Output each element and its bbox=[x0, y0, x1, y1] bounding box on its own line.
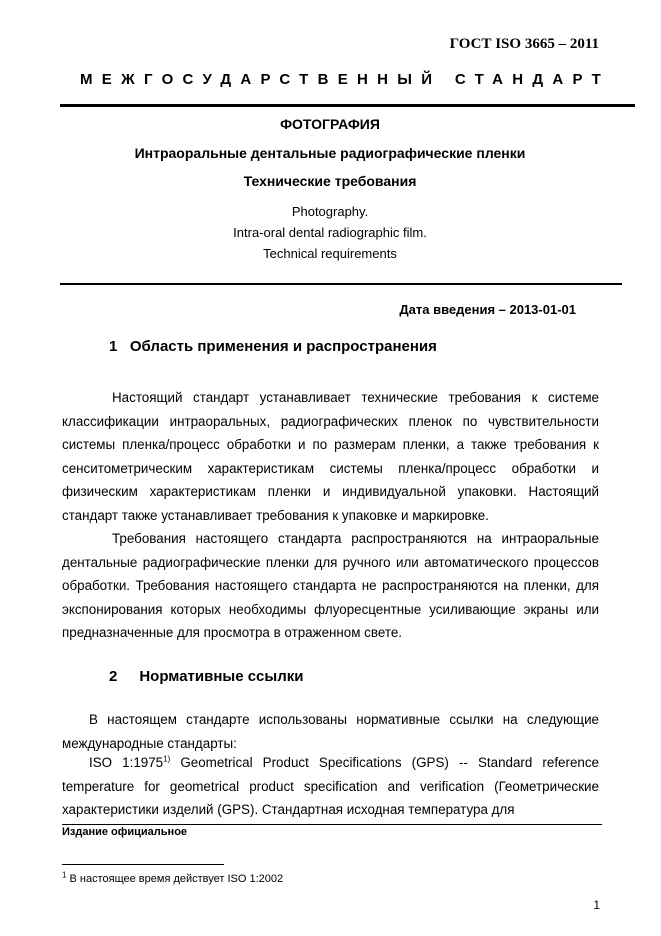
footnote-text: В настоящее время действует ISO 1:2002 bbox=[66, 873, 284, 885]
title-topic: ФОТОГРАФИЯ bbox=[280, 116, 380, 132]
title-en-line1: Photography. bbox=[291, 204, 369, 219]
footnote bbox=[62, 870, 284, 885]
section2-reference bbox=[62, 751, 599, 822]
standard-code: ГОСТ ISO 3665 – 2011 bbox=[449, 36, 599, 52]
title-subtitle: Технические требования bbox=[243, 173, 417, 189]
title-rule bbox=[60, 283, 622, 285]
section1-paragraph-2: Требования настоящего стандарта распространяются на интраоральные дентальные радиографические пленки для ручного или автоматического процессов обработки. Требования настоящего стандарта не распространяются на пленки, для экспонирования которых необходимы флуоресцентные усиливающие экраны или предназначенные для просмотра в отраженном свете. bbox=[62, 531, 599, 640]
reference-id: ISO 1:1975 bbox=[89, 755, 164, 770]
official-edition-label: Издание официальное bbox=[62, 826, 188, 838]
section2-number: 2 bbox=[109, 668, 118, 685]
reference-footnote-mark: 1) bbox=[163, 754, 171, 764]
reference-text: Geometrical Product Specifications (GPS) -- Standard reference temperature for geometrical product specification and verification (Геометрические характеристики изделий (GPS). Стандартная исходная температура для bbox=[62, 755, 599, 817]
edition-rule bbox=[62, 824, 602, 825]
section2-paragraph-1: В настоящем стандарте использованы нормативные ссылки на следующие международные стандарты: bbox=[62, 712, 599, 751]
section2-title: Нормативные ссылки bbox=[139, 668, 304, 685]
section2-heading bbox=[109, 668, 303, 685]
footnote-mark: 1 bbox=[62, 870, 67, 880]
header-rule bbox=[60, 104, 635, 107]
title-name: Интраоральные дентальные радиографические пленки bbox=[134, 145, 526, 161]
section1-number: 1 bbox=[109, 338, 118, 355]
section1-paragraph-1: Настоящий стандарт устанавливает технические требования к системе классификации интраоральных, радиографических пленок по чувствительности системы пленка/процесс обработки и по размерам пленки, а также требования к сенситометрическим характеристикам системы пленка/процесс обработки и физическим характеристикам пленки и индивидуальной упаковки. Настоящий стандарт также устанавливает требования к упаковке и маркировке. bbox=[62, 390, 599, 523]
footnote-rule bbox=[62, 864, 224, 865]
title-en-line2: Intra-oral dental radiographic film. bbox=[233, 225, 427, 240]
title-en-line3: Technical requirements bbox=[263, 246, 397, 261]
date-of-introduction: Дата введения – 2013-01-01 bbox=[399, 302, 576, 317]
section1-heading bbox=[109, 338, 437, 355]
interstate-standard-heading: МЕЖГОСУДАРСТВЕННЫЙ СТАНДАРТ bbox=[80, 71, 611, 88]
section1-title: Область применения и распространения bbox=[129, 338, 437, 355]
page-number: 1 bbox=[593, 898, 600, 912]
